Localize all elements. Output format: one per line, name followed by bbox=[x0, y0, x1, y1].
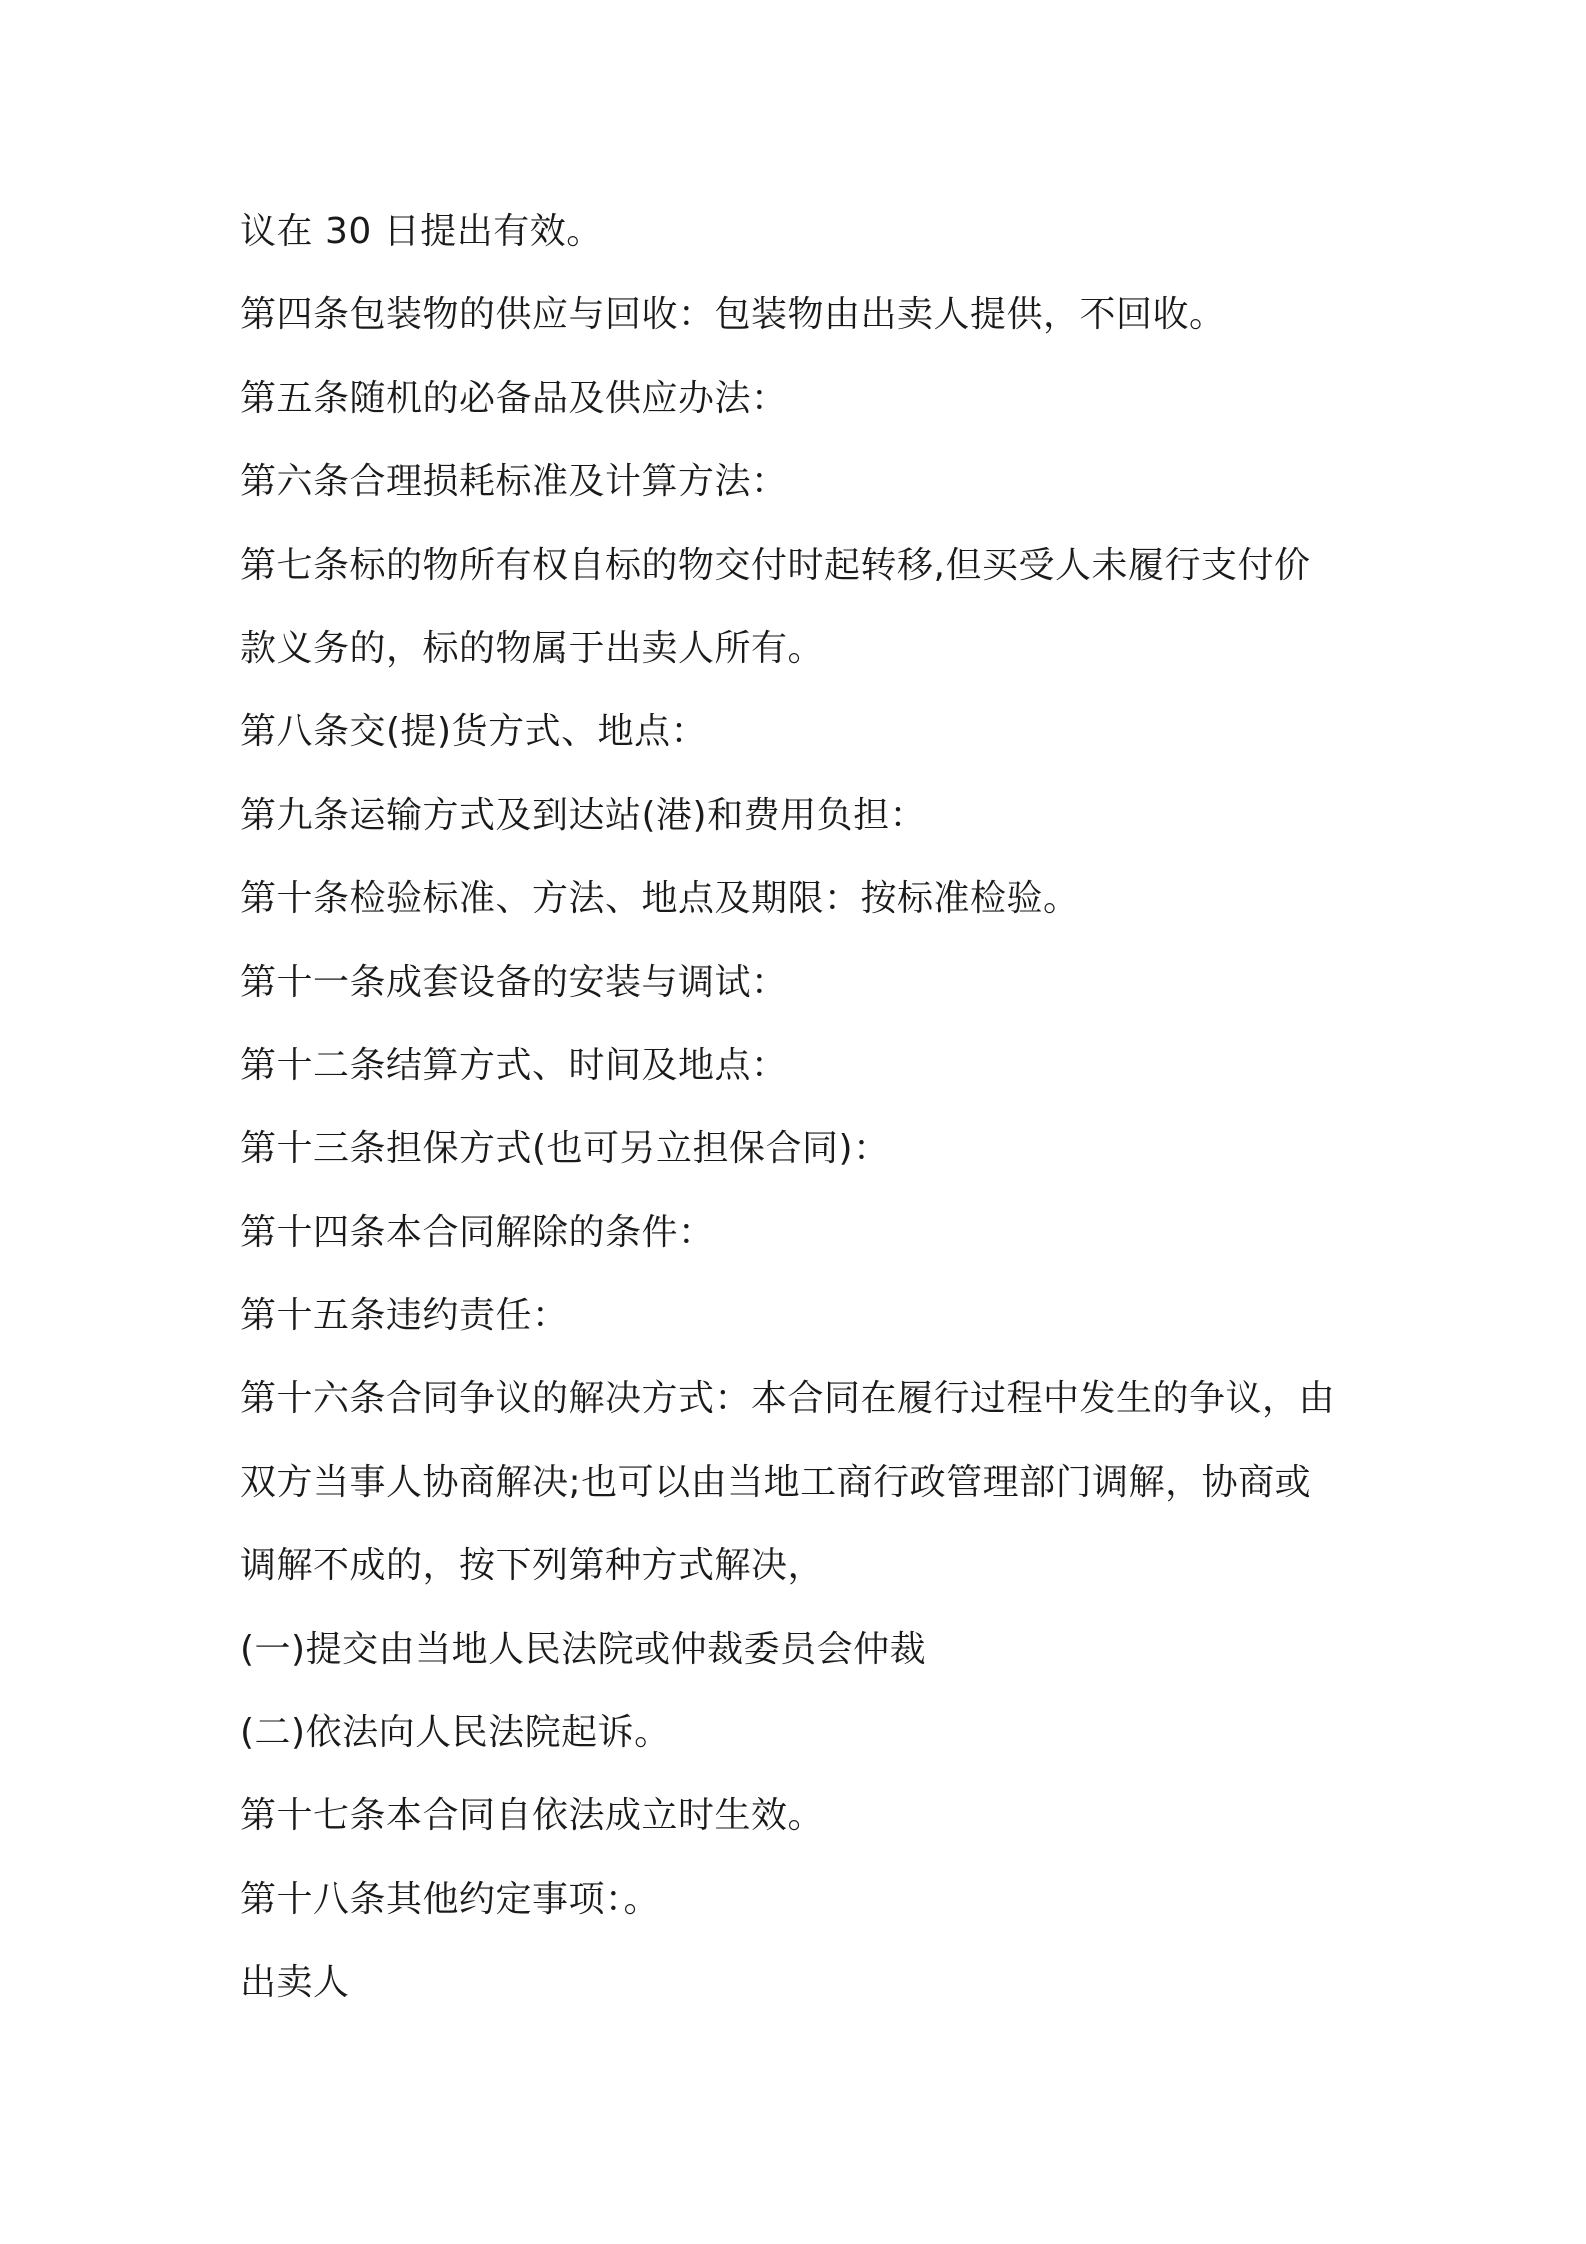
text-line: 第十八条其他约定事项：。 bbox=[240, 1878, 661, 1920]
text-line: 第八条交(提)货方式、地点： bbox=[240, 711, 708, 753]
text-line: (二)依法向人民法院起诉。 bbox=[240, 1712, 671, 1754]
text-line: 第五条随机的必备品及供应办法： bbox=[240, 377, 788, 419]
text-line: 第十二条结算方式、时间及地点： bbox=[240, 1044, 788, 1086]
text-line: 第十五条违约责任： bbox=[240, 1295, 569, 1337]
text-line: 款义务的，标的物属于出卖人所有。 bbox=[240, 627, 825, 669]
text-line: 第十六条合同争议的解决方式：本合同在履行过程中发生的争议，由 bbox=[240, 1378, 1336, 1420]
text-line: 议在 30 日提出有效。 bbox=[240, 211, 603, 252]
text-line: 第十条检验标准、方法、地点及期限：按标准检验。 bbox=[240, 878, 1080, 920]
text-line: 第十三条担保方式(也可另立担保合同)： bbox=[240, 1128, 890, 1170]
text-line: 出卖人 bbox=[240, 1962, 350, 2004]
text-line: 双方当事人协商解决;也可以由当地工商行政管理部门调解，协商或 bbox=[240, 1461, 1312, 1503]
text-line: 第十七条本合同自依法成立时生效。 bbox=[240, 1795, 825, 1837]
text-line: 第九条运输方式及到达站(港)和费用负担： bbox=[240, 794, 927, 836]
document-body bbox=[240, 190, 1370, 2025]
text-line: (一)提交由当地人民法院或仲裁委员会仲裁 bbox=[240, 1628, 927, 1670]
text-line: 第七条标的物所有权自标的物交付时起转移,但买受人未履行支付价 bbox=[240, 544, 1311, 586]
text-line: 第十四条本合同解除的条件： bbox=[240, 1211, 715, 1253]
text-line: 第六条合理损耗标准及计算方法： bbox=[240, 461, 788, 503]
text-line: 第十一条成套设备的安装与调试： bbox=[240, 961, 788, 1003]
text-line: 调解不成的，按下列第种方式解决， bbox=[240, 1545, 825, 1587]
text-line: 第四条包装物的供应与回收：包装物由出卖人提供，不回收。 bbox=[240, 294, 1226, 336]
